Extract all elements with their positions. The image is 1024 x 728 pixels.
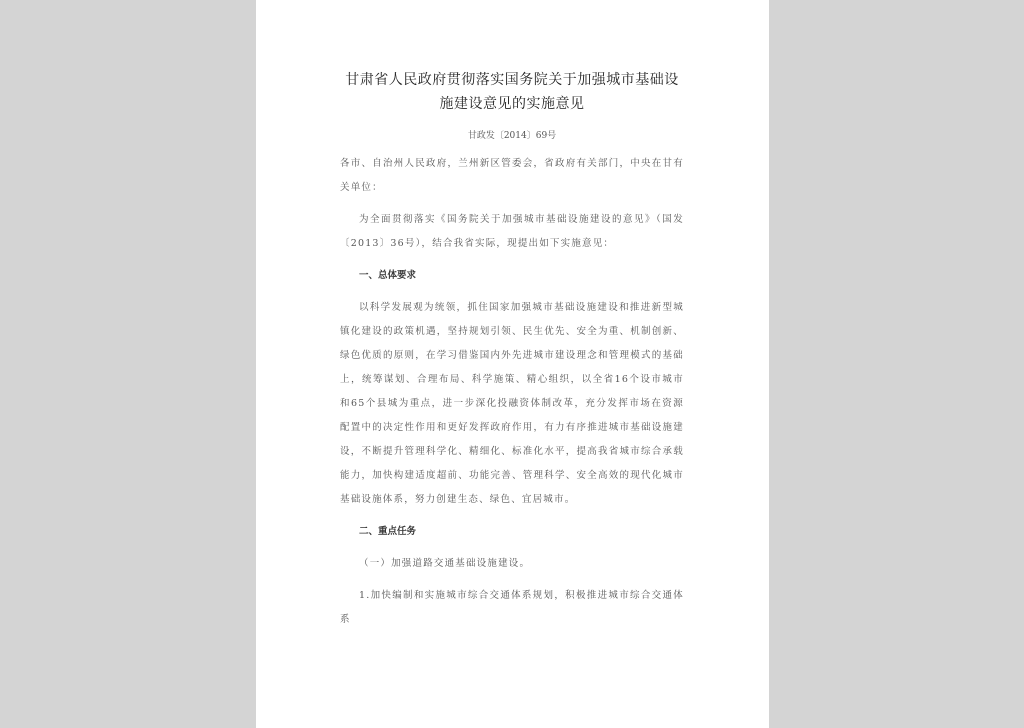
document-title: [340, 68, 684, 116]
addressee: 各市、自治州人民政府，兰州新区管委会，省政府有关部门，中央在甘有关单位：: [340, 158, 684, 193]
title-line-1: 甘肃省人民政府贯彻落实国务院关于加强城市基础设: [345, 72, 679, 88]
document-body: [340, 68, 684, 632]
document-page: [256, 0, 769, 728]
subsection-1: （一）加强道路交通基础设施建设。: [359, 558, 531, 569]
intro-paragraph: 为全面贯彻落实《国务院关于加强城市基础设施建设的意见》（国发〔2013〕36号），结合我省实际，现提出如下实施意见：: [340, 214, 684, 249]
document-number: 甘政发〔2014〕69号: [467, 131, 557, 141]
item-1: 1.加快编制和实施城市综合交通体系规划，积极推进城市综合交通体系: [340, 590, 684, 625]
section-2-heading: 二、重点任务: [359, 526, 417, 537]
section-1-heading: 一、总体要求: [359, 270, 417, 281]
section-1-body: 以科学发展观为统领，抓住国家加强城市基础设施建设和推进新型城镇化建设的政策机遇，坚持规划引领、民生优先、安全为重、机制创新、绿色优质的原则，在学习借鉴国内外先进城市建设理念和管理模式的基础上，统筹谋划、合理布局、科学施策、精心组织，以全省16个设市城市和65个县城为重点，进一步深化投融资体制改革，充分发挥市场在资源配置中的决定性作用和更好发挥政府作用，有力有序推进城市基础设施建设，不断提升管理科学化、精细化、标准化水平，提高我省城市综合承载能力，加快构建适度超前、功能完善、管理科学、安全高效的现代化城市基础设施体系，努力创建生态、绿色、宜居城市。: [340, 302, 684, 505]
title-line-2: 施建设意见的实施意见: [439, 96, 585, 112]
